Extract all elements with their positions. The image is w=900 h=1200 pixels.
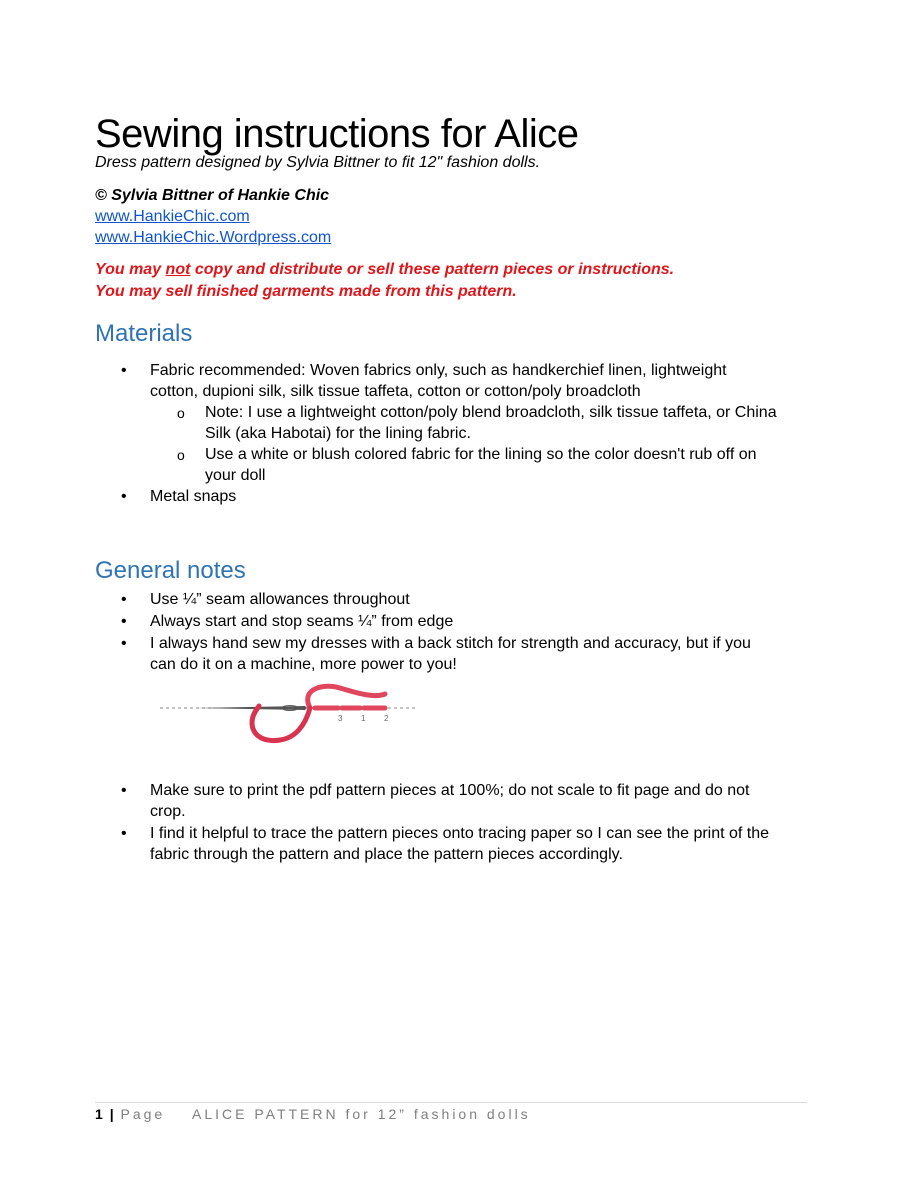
sub-bullet-marker: o: [177, 405, 185, 421]
materials-item-fabric-line2: cotton, dupioni silk, silk tissue taffeta, cotton or cotton/poly broadcloth: [150, 383, 641, 400]
warning-text-pre: You may: [95, 261, 166, 278]
footer-divider: [95, 1102, 807, 1103]
page-footer: [95, 1106, 531, 1122]
footer-separator: |: [109, 1106, 114, 1122]
bullet-marker: •: [121, 782, 127, 799]
sell-permission: You may sell finished garments made from this pattern.: [95, 283, 517, 300]
general-item-seam: Use ¼” seam allowances throughout: [150, 591, 410, 608]
general-item-trace-line1: I find it helpful to trace the pattern pieces onto tracing paper so I can see the print of the: [150, 825, 770, 842]
bullet-marker: •: [121, 635, 127, 652]
footer-page-word: Page: [113, 1106, 166, 1122]
materials-sub-lining-line1: Use a white or blush colored fabric for the lining so the color doesn't rub off on: [205, 446, 757, 463]
thread-top: [308, 686, 385, 708]
subtitle: Dress pattern designed by Sylvia Bittner to fit 12" fashion dolls.: [95, 154, 541, 171]
copy-warning: [95, 261, 674, 279]
backstitch-illustration: [155, 678, 425, 773]
sub-bullet-marker: o: [177, 447, 185, 463]
stitch-label-1: 1: [361, 714, 366, 723]
general-item-print-line1: Make sure to print the pdf pattern pieces at 100%; do not scale to fit page and do not: [150, 782, 750, 799]
needle-icon: [195, 706, 307, 710]
materials-heading: Materials: [95, 320, 193, 347]
bullet-marker: •: [121, 613, 127, 630]
general-item-print-line2: crop.: [150, 803, 186, 820]
footer-running-title: ALICE PATTERN for 12” fashion dolls: [192, 1106, 531, 1122]
general-item-trace-line2: fabric through the pattern and place the pattern pieces accordingly.: [150, 846, 623, 863]
page-number: 1: [95, 1106, 103, 1122]
thread-loop: [252, 706, 310, 741]
general-item-backstitch-line2: can do it on a machine, more power to you!: [150, 656, 457, 673]
bullet-marker: •: [121, 591, 127, 608]
warning-text-post: copy and distribute or sell these pattern pieces or instructions.: [190, 261, 675, 278]
general-notes-heading: General notes: [95, 557, 246, 584]
stitch-label-3: 3: [338, 714, 343, 723]
general-item-backstitch-line1: I always hand sew my dresses with a back stitch for strength and accuracy, but if you: [150, 635, 751, 652]
website-link[interactable]: www.HankieChic.com: [95, 208, 250, 225]
copyright-line: © Sylvia Bittner of Hankie Chic: [95, 187, 330, 204]
bullet-marker: •: [121, 825, 127, 842]
bullet-marker: •: [121, 488, 127, 505]
bullet-marker: •: [121, 362, 127, 379]
materials-item-fabric-line1: Fabric recommended: Woven fabrics only, such as handkerchief linen, lightweight: [150, 362, 727, 379]
warning-emphasis: not: [165, 261, 191, 278]
materials-sub-lining-line2: your doll: [205, 467, 266, 484]
page-title: Sewing instructions for Alice: [95, 112, 579, 156]
general-item-start-stop: Always start and stop seams ¼” from edge: [150, 613, 454, 630]
materials-sub-note-line1: Note: I use a lightweight cotton/poly blend broadcloth, silk tissue taffeta, or China: [205, 404, 777, 421]
stitch-label-2: 2: [384, 714, 389, 723]
blog-link[interactable]: www.HankieChic.Wordpress.com: [95, 229, 332, 246]
materials-item-snaps: Metal snaps: [150, 488, 237, 505]
materials-sub-note-line2: Silk (aka Habotai) for the lining fabric.: [205, 425, 471, 442]
